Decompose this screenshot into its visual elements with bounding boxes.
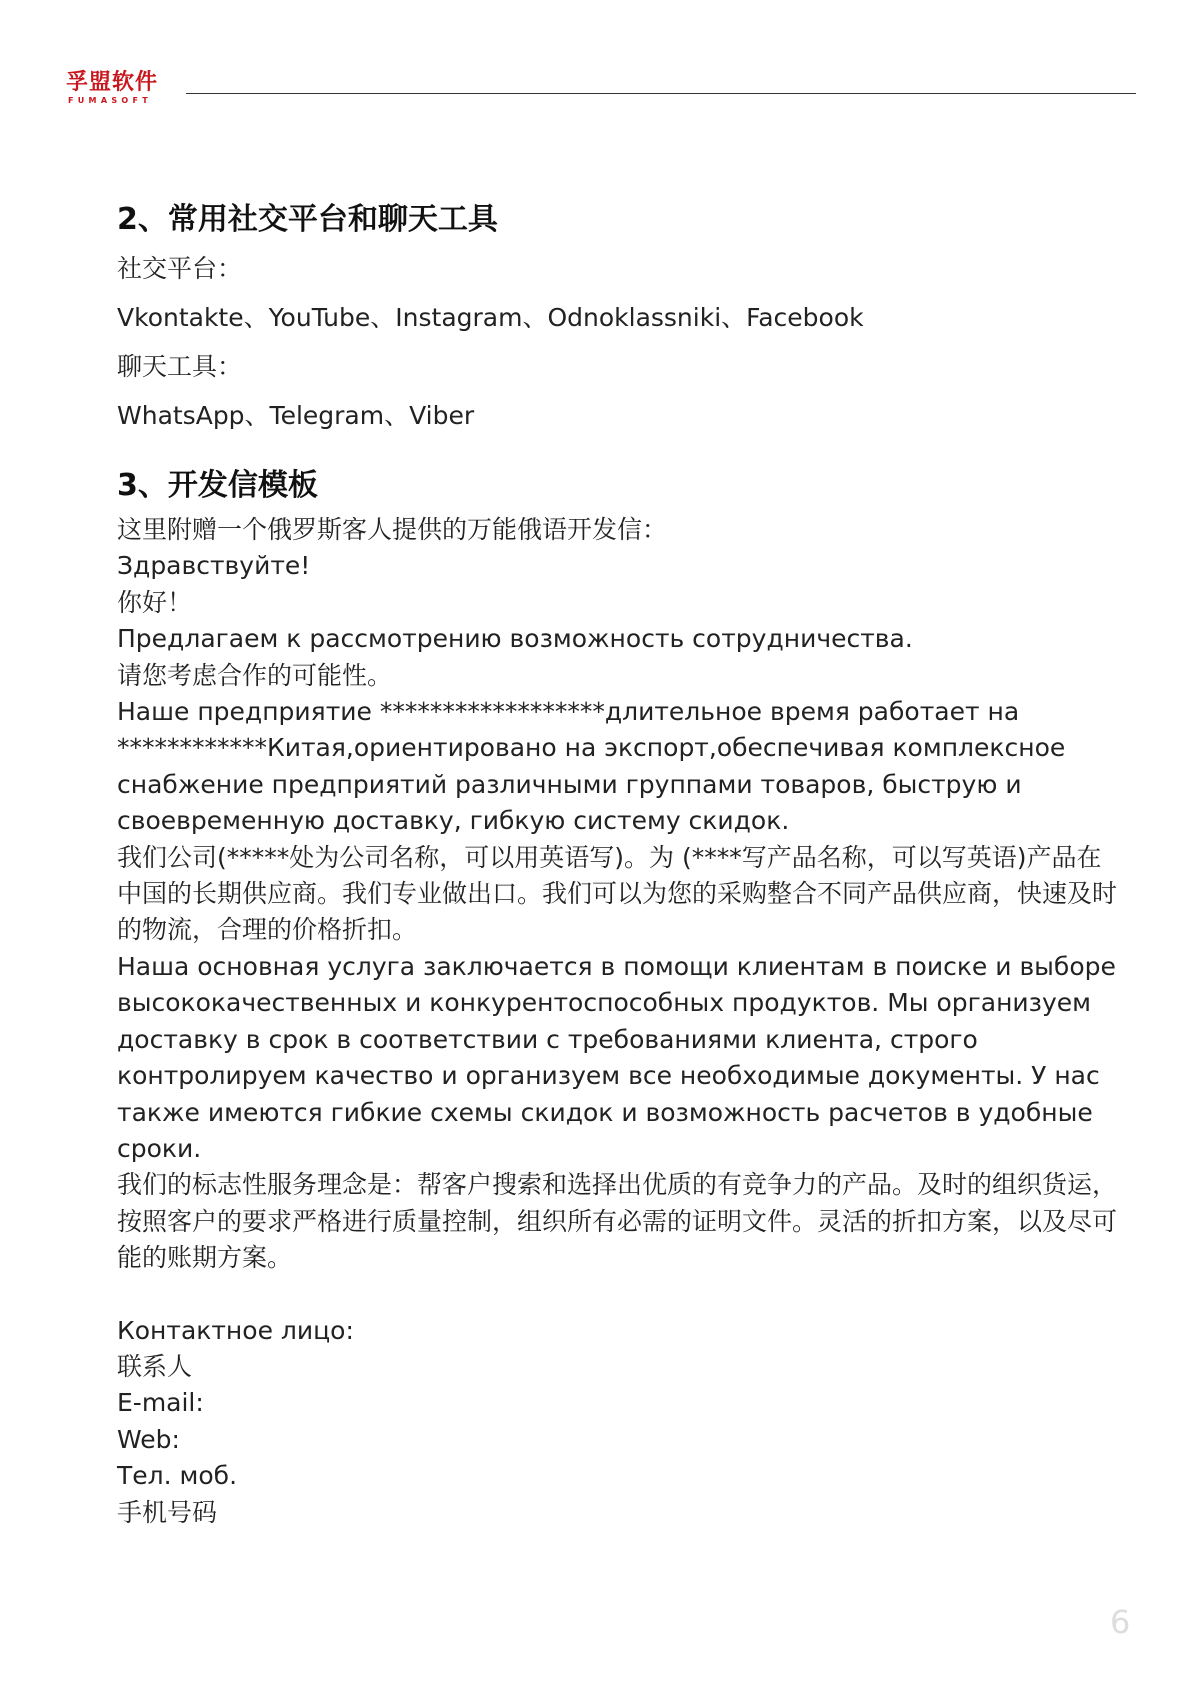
contact-person-cn: 联系人 xyxy=(117,1351,193,1381)
page-number: 6 xyxy=(1110,1603,1131,1641)
letter-proposal-cn: 请您考虑合作的可能性。 xyxy=(117,660,393,690)
header-divider xyxy=(186,93,1136,94)
email-label: E-mail: xyxy=(117,1388,204,1418)
chat-tools-label: 聊天工具： xyxy=(117,352,243,381)
letter-spacer xyxy=(117,1277,1117,1313)
section-2-title: 2、常用社交平台和聊天工具 xyxy=(117,202,498,237)
letter-company-cn: 我们公司(*****处为公司名称，可以用英语写)。为 (****写产品名称，可以写英语)产品在中国的长期供应商。我们专业做出口。我们可以为您的采购整合不同产品供应商，快速及时的物流，合理的价格折扣。 xyxy=(117,842,1118,945)
letter-intro: 这里附赠一个俄罗斯客人提供的万能俄语开发信： xyxy=(117,515,668,544)
social-platforms-list: Vkontakte、YouTube、Instagram、Odnoklassniki、Facebook xyxy=(117,303,864,332)
letter-greeting-cn: 你好！ xyxy=(117,587,193,617)
mobile-phone-cn: 手机号码 xyxy=(117,1497,218,1527)
page-content xyxy=(117,200,1117,1531)
mobile-phone-ru: Тел. моб. xyxy=(117,1461,238,1491)
chat-tools-list: WhatsApp、Telegram、Viber xyxy=(117,401,475,430)
page-header xyxy=(66,70,1136,110)
letter-template xyxy=(117,512,1117,1531)
fumasoft-logo xyxy=(66,70,176,110)
social-platforms-label: 社交平台： xyxy=(117,254,243,283)
contact-person-ru: Контактное лицо: xyxy=(117,1315,354,1345)
letter-service-cn: 我们的标志性服务理念是：帮客户搜索和选择出优质的有竞争力的产品。及时的组织货运，按照客户的要求严格进行质量控制，组织所有必需的证明文件。灵活的折扣方案，以及尽可能的账期方案。 xyxy=(117,1170,1118,1273)
logo-english-text: FUMASOFT xyxy=(68,96,152,105)
logo-chinese-text: 孚盟软件 xyxy=(66,70,159,95)
letter-proposal-ru: Предлагаем к рассмотрению возможность сотрудничества. xyxy=(117,624,913,654)
section-3-title: 3、开发信模板 xyxy=(117,468,318,503)
letter-greeting-ru: Здравствуйте! xyxy=(117,551,311,581)
letter-service-ru: Наша основная услуга заключается в помощи клиентам в поиске и выборе высококачественных и конкурентоспособных продуктов. Мы организуем доставку в срок в соответствии с требованиями клиента, строго контролируем качество и организуем все необходимые документы. У нас также имеются гибкие схемы скидок и возможность расчетов в удобные сроки. xyxy=(117,951,1116,1163)
letter-company-ru: Наше предприятие ******************длительное время работает на ************Китая,ориентировано на экспорт,обеспечивая комплексное снабжение предприятий различными группами товаров, быструю и своевременную доставку, гибкую систему скидок. xyxy=(117,697,1066,836)
web-label: Web: xyxy=(117,1424,180,1454)
